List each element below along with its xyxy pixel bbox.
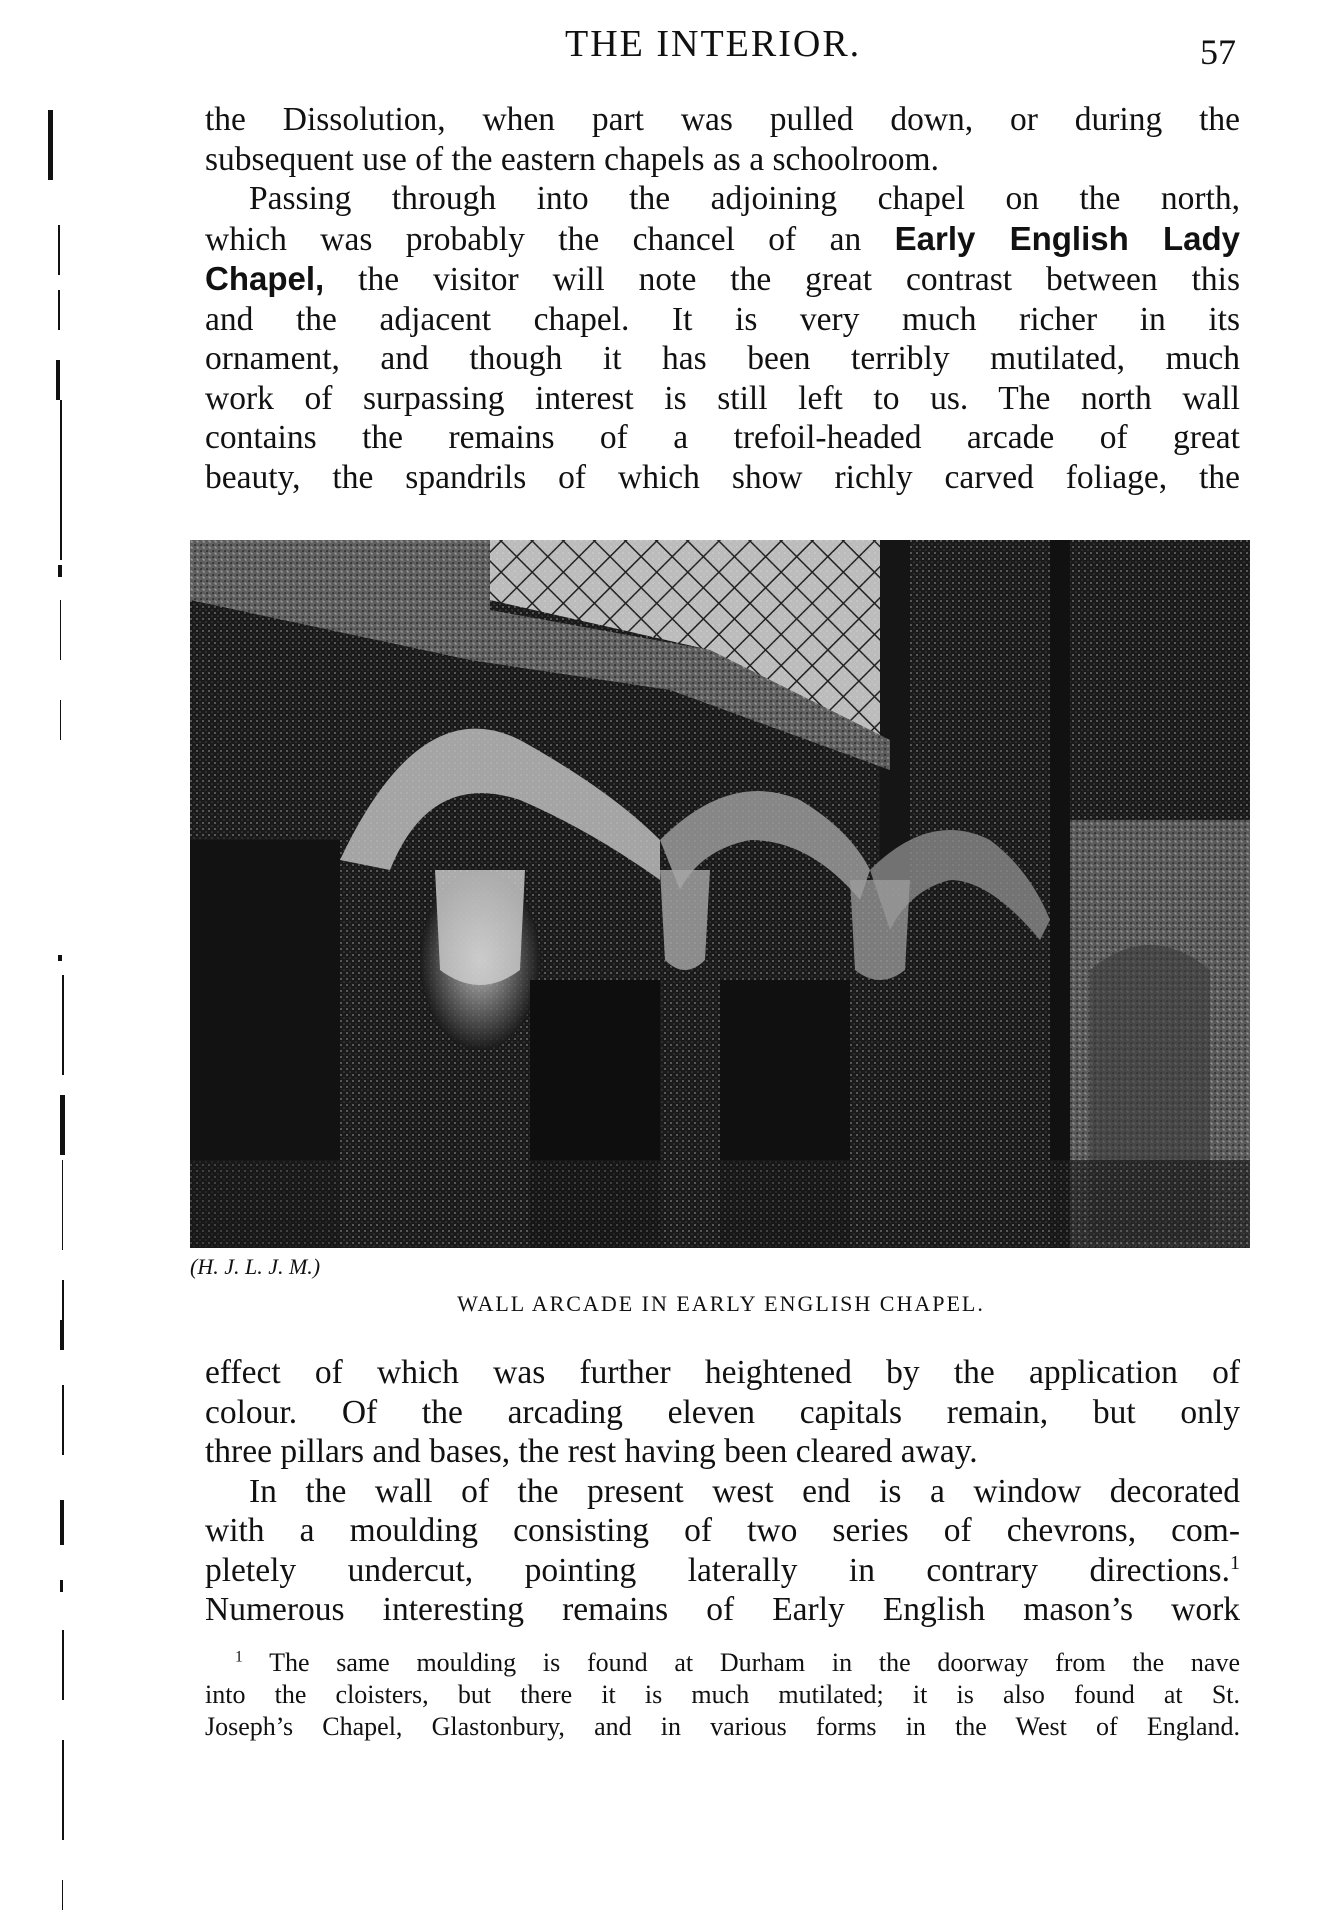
text-segment: pletely undercut, pointing laterally in contrary directions. (205, 1551, 1230, 1589)
text-line: subsequent use of the eastern chapels as a schoolroom. (205, 140, 939, 178)
running-header (0, 22, 1329, 72)
footnote-marker: 1 (235, 1648, 243, 1666)
text-line (205, 259, 1240, 300)
text-line (205, 219, 1240, 260)
text-line: contains the remains of a trefoil-headed arcade of great (205, 419, 1240, 456)
page-title: THE INTERIOR. (565, 23, 862, 65)
text-line: three pillars and bases, the rest having been cleared away. (205, 1433, 978, 1470)
arcade-photograph-illustration (190, 540, 1250, 1248)
page-number: 57 (1200, 32, 1236, 72)
arcade-photograph (190, 540, 1250, 1248)
text-line: ornament, and though it has been terribly mutilated, much (205, 340, 1240, 377)
body-text-top (205, 100, 1240, 497)
footnote-reference: 1 (1229, 1551, 1240, 1574)
text-line: colour. Of the arcading eleven capitals remain, but only (205, 1393, 1240, 1431)
text-line: Passing through into the adjoining chapel on the north, (249, 180, 1240, 217)
text-segment: The same moulding is found at Durham in the doorway from the nave (242, 1648, 1240, 1677)
text-line: effect of which was further heightened by the application of (205, 1354, 1240, 1391)
bold-term: Chapel, (205, 260, 325, 297)
text-line: the Dissolution, when part was pulled down, or during the (205, 101, 1240, 138)
photo-credit: (H. J. L. J. M.) (190, 1254, 321, 1279)
text-line: beauty, the spandrils of which show richly carved foliage, the (205, 458, 1240, 496)
footnote-line: into the cloisters, but there it is much mutilated; it is also found at St. (205, 1680, 1240, 1709)
text-line: In the wall of the present west end is a window decorated (249, 1472, 1240, 1510)
text-line: Numerous interesting remains of Early English mason’s work (205, 1591, 1240, 1628)
text-segment: the visitor will note the great contrast between this (324, 261, 1240, 298)
bold-term: Early English Lady (894, 219, 1240, 257)
text-line: with a moulding consisting of two series of chevrons, com- (205, 1512, 1240, 1549)
footnote (205, 1647, 1240, 1743)
text-line: work of surpassing interest is still left to us. The north wall (205, 379, 1240, 417)
text-line (205, 1551, 1240, 1591)
footnote-line: Joseph’s Chapel, Glastonbury, and in various forms in the West of England. (205, 1712, 1240, 1741)
figure-caption: WALL ARCADE IN EARLY ENGLISH CHAPEL. (457, 1291, 985, 1316)
footnote-line (205, 1647, 1240, 1679)
text-line: and the adjacent chapel. It is very much richer in its (205, 300, 1240, 338)
body-text-bottom (205, 1353, 1240, 1630)
text-segment: which was probably the chancel of an (205, 220, 895, 258)
